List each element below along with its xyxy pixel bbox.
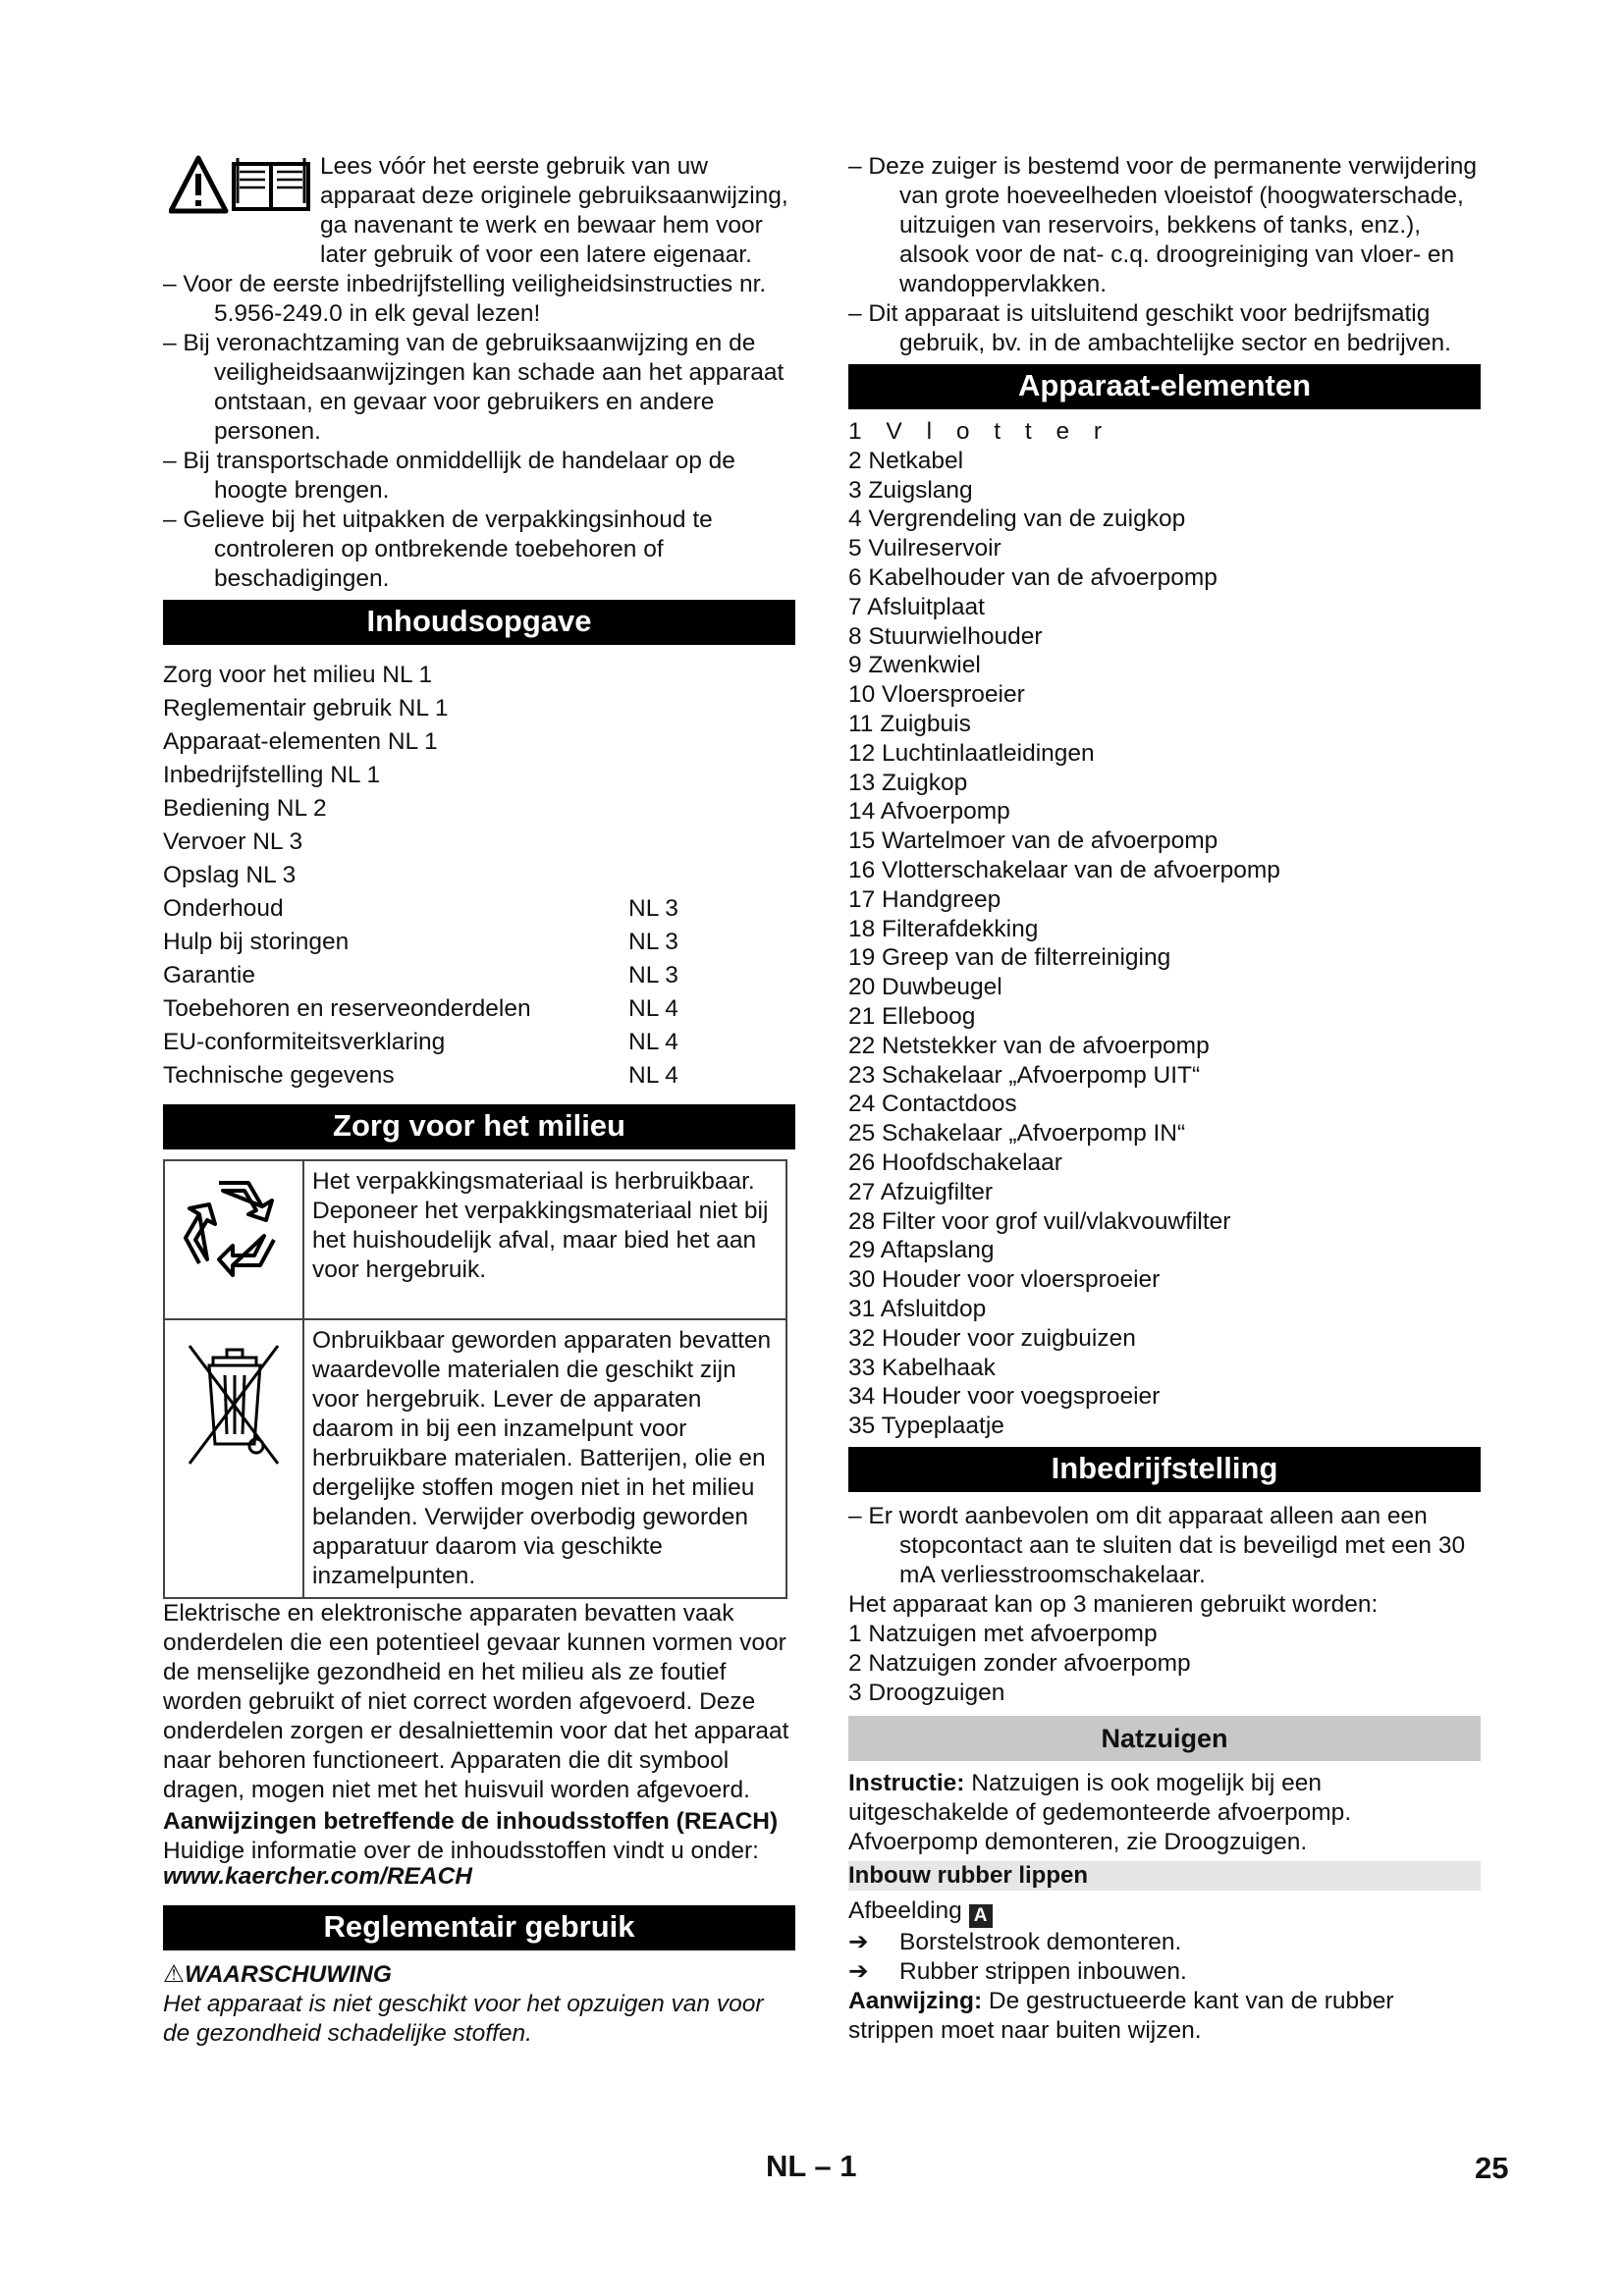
toc-entry[interactable]: EU-conformiteitsverklaring NL 4: [163, 1029, 678, 1055]
elements-list: [848, 417, 1481, 1441]
list-item: 22 Netstekker van de afvoerpomp: [848, 1032, 1210, 1059]
toc-entry[interactable]: Inbedrijfstelling NL 1: [163, 762, 381, 788]
usage-bullet: – Dit apparaat is uitsluitend geschikt voor bedrijfsmatig gebruik, bv. in de ambachtelijke sector en bedrijven.: [848, 300, 1451, 356]
toc-entry[interactable]: Bediening NL 2: [163, 795, 327, 822]
rubber-lips-heading: Inbouw rubber lippen: [848, 1861, 1481, 1891]
figure-letter-badge: A: [969, 1904, 993, 1928]
list-item: 2 Natzuigen zonder afvoerpomp: [848, 1649, 1191, 1677]
recycle-text: Het verpakkingsmateriaal is herbruikbaar. Deponeer het verpakkingsmateriaal niet bij het huishoudelijk afval, maar bied het aan voor hergebruik.: [303, 1160, 786, 1319]
list-item: 29 Aftapslang: [848, 1237, 995, 1264]
figure-ref: Afbeelding A: [848, 1896, 1481, 1928]
toc-entry[interactable]: Apparaat-elementen NL 1: [163, 728, 438, 755]
bin-text: Onbruikbaar geworden apparaten bevatten waardevolle materialen die geschikt zijn voor hergebruik. Lever de apparaten daarom in bij een inzamelpunt voor herbruikbare materialen. Batterijen, olie en dergelijke stoffen mogen niet in het milieu belanden. Verwijder overbodig geworden apparatuur daarom via geschikte inzamelpunten.: [303, 1319, 786, 1598]
electro-text: Elektrische en elektronische apparaten bevatten vaak onderdelen die een potentieel gevaar kunnen vormen voor de menselijke gezondheid en het milieu als ze foutief worden gebruikt of niet correct worden afgevoerd. Deze onderdelen zorgen er desalniettemin voor dat het apparaat naar behoren functioneert. Apparaten die dit symbool dragen, mogen niet met het huisvuil worden afgevoerd.: [163, 1600, 789, 1803]
list-item: 28 Filter voor grof vuil/vlakvouwfilter: [848, 1207, 1231, 1235]
toc-entry[interactable]: Zorg voor het milieu NL 1: [163, 662, 433, 688]
warning-text: Het apparaat is niet geschikt voor het opzuigen van voor de gezondheid schadelijke stoffen.: [163, 1991, 764, 2047]
usage-bullet: – Deze zuiger is bestemd voor de permanente verwijdering van grote hoeveelheden vloeistof (hoogwaterschade, uitzuigen van reservoirs, bekkens of tanks, enz.), alsook voor de nat- c.q. droogreiniging van vloer- en wandoppervlakken.: [848, 153, 1478, 297]
warning-triangle-icon: ⚠: [163, 1961, 185, 1988]
reach-text: Huidige informatie over de inhoudsstoffen vindt u onder:: [163, 1838, 759, 1864]
toc-entry[interactable]: Onderhoud NL 3: [163, 895, 678, 922]
elements-heading: Apparaat-elementen: [848, 364, 1481, 409]
toc-entry[interactable]: Reglementair gebruik NL 1: [163, 695, 449, 721]
wet-heading: Natzuigen: [848, 1716, 1481, 1761]
list-item: 24 Contactdoos: [848, 1091, 1017, 1118]
list-item: 23 Schakelaar „Afvoerpomp UIT“: [848, 1061, 1201, 1089]
list-item: 18 Filterafdekking: [848, 915, 1039, 942]
rubber-note: Aanwijzing: De gestructueerde kant van de rubber strippen moet naar buiten wijzen.: [848, 1987, 1394, 2044]
list-item: 35 Typeplaatje: [848, 1413, 1004, 1440]
startup-bullet: – Er wordt aanbevolen om dit apparaat alleen aan een stopcontact aan te sluiten dat is beveiligd met een 30 mA verliesstroomschakelaar.: [848, 1502, 1466, 1588]
usage-heading: Reglementair gebruik: [163, 1905, 795, 1950]
list-item: 1 Natzuigen met afvoerpomp: [848, 1620, 1158, 1647]
list-item: 2 Netkabel: [848, 447, 964, 474]
list-item: 27 Afzuigfilter: [848, 1178, 994, 1205]
toc-list: [163, 659, 795, 1093]
list-item: 13 Zuigkop: [848, 769, 968, 796]
list-item: 10 Vloersproeier: [848, 681, 1025, 709]
warning-manual-icon: [169, 154, 316, 215]
step-row: ➔ Borstelstrook demonteren.: [848, 1928, 1182, 1955]
arrow-right-icon: ➔: [848, 1957, 869, 1985]
toc-entry[interactable]: Hulp bij storingen NL 3: [163, 929, 678, 955]
list-item: 14 Afvoerpomp: [848, 798, 1010, 826]
toc-heading: Inhoudsopgave: [163, 600, 795, 645]
startup-heading: Inbedrijfstelling: [848, 1447, 1481, 1492]
env-heading: Zorg voor het milieu: [163, 1104, 795, 1149]
section-page-label: NL – 1: [766, 2149, 857, 2183]
reach-heading: Aanwijzingen betreffende de inhoudsstoffen (REACH): [163, 1808, 779, 1835]
step-row: ➔ Rubber strippen inbouwen.: [848, 1957, 1187, 1985]
list-item: 8 Stuurwielhouder: [848, 622, 1043, 650]
list-item: 31 Afsluitdop: [848, 1295, 987, 1322]
list-item: 30 Houder voor vloersproeier: [848, 1266, 1161, 1294]
intro-bullet: – Gelieve bij het uitpakken de verpakkingsinhoud te controleren op ontbrekende toebehoren of beschadigingen.: [163, 507, 713, 592]
list-item: 6 Kabelhouder van de afvoerpomp: [848, 563, 1218, 591]
toc-entry[interactable]: Opslag NL 3: [163, 862, 297, 888]
env-table: [163, 1159, 787, 1599]
startup-lead: Het apparaat kan op 3 manieren gebruikt worden:: [848, 1590, 1379, 1618]
intro-bullet: – Voor de eerste inbedrijfstelling veiligheidsinstructies nr. 5.956-249.0 in elk geval lezen!: [163, 271, 767, 327]
toc-entry[interactable]: Toebehoren en reserveonderdelen NL 4: [163, 995, 678, 1022]
list-item: 9 Zwenkwiel: [848, 652, 981, 679]
crossed-bin-icon: [180, 1330, 288, 1477]
list-item: 1 V l o t t e r: [848, 418, 1103, 445]
warning-label: ⚠WAARSCHUWING: [163, 1961, 392, 1988]
recycle-icon: [180, 1171, 288, 1279]
list-item: 19 Greep van de filterreiniging: [848, 944, 1171, 972]
reach-link[interactable]: www.kaercher.com/REACH: [163, 1863, 472, 1890]
list-item: 21 Elleboog: [848, 1002, 976, 1030]
list-item: 34 Houder voor voegsproeier: [848, 1383, 1161, 1411]
intro-bullet: – Bij veronachtzaming van de gebruiksaanwijzing en de veiligheidsaanwijzingen kan schade aan het apparaat ontstaan, en gevaar voor gebruikers en andere personen.: [163, 330, 785, 445]
list-item: 3 Droogzuigen: [848, 1679, 1005, 1706]
wet-instruction: Instructie: Natzuigen is ook mogelijk bij een uitgeschakelde of gedemonteerde afvoerpomp. Afvoerpomp demonteren, zie Droogzuigen.: [848, 1769, 1352, 1855]
list-item: 12 Luchtinlaatleidingen: [848, 739, 1095, 767]
list-item: 5 Vuilreservoir: [848, 535, 1001, 562]
list-item: 4 Vergrendeling van de zuigkop: [848, 506, 1186, 533]
toc-entry[interactable]: Vervoer NL 3: [163, 828, 303, 855]
intro-bullet: – Bij transportschade onmiddellijk de handelaar op de hoogte brengen.: [163, 448, 735, 504]
toc-entry[interactable]: Garantie NL 3: [163, 962, 678, 988]
list-item: 17 Handgreep: [848, 885, 1001, 913]
intro-lead: Lees vóór het eerste gebruik van uw apparaat deze originele gebruiksaanwijzing, ga navenant te werk en bewaar hem voor later gebruik of voor een latere eigenaar.: [320, 153, 788, 268]
list-item: 32 Houder voor zuigbuizen: [848, 1324, 1136, 1352]
list-item: 25 Schakelaar „Afvoerpomp IN“: [848, 1120, 1186, 1148]
left-column: [163, 152, 795, 2049]
page-number: 25: [1475, 2151, 1509, 2185]
list-item: 33 Kabelhaak: [848, 1354, 996, 1381]
list-item: 20 Duwbeugel: [848, 974, 1002, 1001]
list-item: 11 Zuigbuis: [848, 710, 971, 737]
list-item: 7 Afsluitplaat: [848, 593, 985, 620]
intro-block: [163, 152, 795, 270]
list-item: 15 Wartelmoer van de afvoerpomp: [848, 828, 1218, 855]
arrow-right-icon: ➔: [848, 1928, 869, 1955]
list-item: 26 Hoofdschakelaar: [848, 1148, 1062, 1176]
list-item: 3 Zuigslang: [848, 476, 973, 504]
right-column: [848, 152, 1481, 2046]
list-item: 16 Vlotterschakelaar van de afvoerpomp: [848, 856, 1280, 883]
toc-entry[interactable]: Technische gegevens NL 4: [163, 1062, 678, 1089]
